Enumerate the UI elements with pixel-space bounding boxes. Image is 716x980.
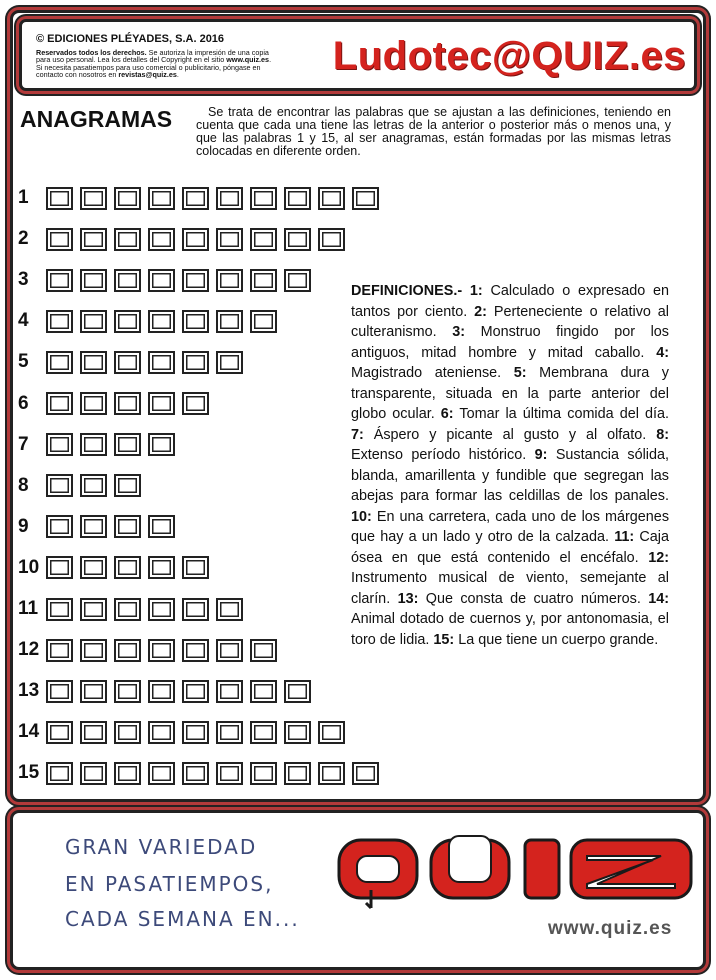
letter-cell[interactable] — [148, 228, 175, 251]
letter-cell[interactable] — [80, 310, 107, 333]
letter-cell[interactable] — [182, 598, 209, 621]
letter-cell[interactable] — [114, 556, 141, 579]
letter-cell[interactable] — [80, 392, 107, 415]
letter-cell[interactable] — [114, 187, 141, 210]
letter-cell[interactable] — [114, 474, 141, 497]
quiz-logo-graphic — [335, 830, 695, 914]
letter-cell[interactable] — [114, 680, 141, 703]
grid-row — [18, 308, 284, 334]
definition-text: Instrumento musical de viento, semejante al clarín. — [351, 570, 669, 607]
definition-text: Magistrado ateniense. — [351, 365, 502, 381]
letter-cell[interactable] — [148, 639, 175, 662]
copyright-notice — [36, 34, 276, 79]
letter-cell[interactable] — [148, 556, 175, 579]
grid-row — [18, 391, 216, 417]
letter-cell[interactable] — [250, 762, 277, 785]
letter-cell[interactable] — [216, 351, 243, 374]
copyright-body-2: . Si necesita pasatiempos para uso comercial o publicitario, póngase en contacto con nosotros en — [36, 55, 272, 80]
letter-cell[interactable] — [46, 721, 73, 744]
letter-cell[interactable] — [80, 228, 107, 251]
grid-row — [18, 226, 352, 252]
letter-cell[interactable] — [148, 515, 175, 538]
definition-text: Monstruo fingido por los antiguos, mitad hombre y mitad caballo. — [351, 324, 669, 361]
definition-number: 7: — [351, 426, 364, 443]
letter-cell[interactable] — [148, 680, 175, 703]
letter-cell[interactable] — [182, 680, 209, 703]
letter-cell[interactable] — [80, 639, 107, 662]
letter-cell[interactable] — [318, 762, 345, 785]
row-number: 14 — [18, 721, 40, 743]
row-number: 10 — [18, 556, 40, 578]
letter-cell[interactable] — [80, 187, 107, 210]
definition-text: Que consta de cuatro números. — [425, 590, 641, 607]
grid-row — [18, 760, 386, 786]
copyright-reserved: Reservados todos los derechos. — [36, 47, 147, 57]
letter-cell[interactable] — [46, 474, 73, 497]
letter-cell[interactable] — [216, 598, 243, 621]
letter-cell[interactable] — [46, 598, 73, 621]
definition-number: 11: — [614, 529, 635, 545]
definition-number: 13: — [397, 590, 419, 607]
letter-cell[interactable] — [46, 310, 73, 333]
definition-number: 1: — [469, 283, 483, 299]
grid-row — [18, 637, 284, 663]
letter-cell[interactable] — [216, 680, 243, 703]
definition-text: Tomar la última comida del día. — [459, 406, 670, 422]
definition-number: 15: — [433, 631, 455, 648]
copyright-text — [36, 49, 276, 79]
row-number: 11 — [18, 598, 39, 619]
grid-row — [18, 678, 318, 704]
row-number: 5 — [18, 351, 29, 373]
letter-cell[interactable] — [46, 269, 73, 292]
copyright-body-1: Se autoriza la impresión de una copia para uso personal. Lea los detalles del Copyright en el sitio — [36, 47, 269, 65]
letter-cell[interactable] — [216, 228, 243, 251]
letter-cell[interactable] — [80, 269, 107, 292]
definition-text: Perteneciente o relativo al culteranismo. — [351, 303, 670, 340]
letter-cell[interactable] — [250, 187, 277, 210]
letter-cell[interactable] — [352, 187, 379, 210]
definition-text: Animal dotado de cuernos y, por antonomasia, el toro de lidia. — [351, 611, 669, 648]
letter-cell[interactable] — [80, 515, 107, 538]
copyright-email-link[interactable]: revistas@quiz.es — [118, 70, 177, 80]
row-number: 8 — [18, 474, 29, 496]
letter-cell[interactable] — [182, 556, 209, 579]
letter-cell[interactable] — [114, 310, 141, 333]
letter-cell[interactable] — [182, 187, 209, 210]
letter-cell[interactable] — [216, 310, 243, 333]
letter-cell[interactable] — [284, 762, 311, 785]
letter-cell[interactable] — [80, 598, 107, 621]
copyright-site-link[interactable]: www.quiz.es — [226, 55, 270, 65]
letter-cell[interactable] — [114, 269, 141, 292]
letter-cell[interactable] — [318, 228, 345, 251]
row-number: 13 — [18, 680, 40, 702]
letter-cell[interactable] — [250, 269, 277, 292]
letter-cell[interactable] — [46, 556, 73, 579]
letter-cell[interactable] — [182, 639, 209, 662]
letter-cell[interactable] — [114, 515, 141, 538]
letter-cell[interactable] — [148, 392, 175, 415]
definition-number: 14: — [648, 590, 670, 607]
letter-cell[interactable] — [284, 680, 311, 703]
letter-cell[interactable] — [352, 762, 379, 785]
grid-row — [18, 349, 250, 375]
definition-number: 10: — [351, 508, 372, 525]
row-number: 6 — [18, 392, 29, 414]
letter-cell[interactable] — [114, 639, 141, 662]
definition-number: 4: — [656, 344, 669, 361]
letter-cell[interactable] — [182, 351, 209, 374]
letter-cell[interactable] — [148, 187, 175, 210]
letter-cell[interactable] — [182, 269, 209, 292]
row-number: 7 — [18, 433, 29, 455]
header-box — [19, 19, 697, 91]
letter-cell[interactable] — [80, 556, 107, 579]
grid-row — [18, 432, 182, 458]
letter-cell[interactable] — [182, 228, 209, 251]
letter-cell[interactable] — [114, 351, 141, 374]
definition-number: 5: — [513, 365, 527, 381]
letter-cell[interactable] — [114, 721, 141, 744]
grid-row — [18, 514, 182, 540]
letter-cell[interactable] — [114, 228, 141, 251]
definition-number: 3: — [452, 324, 465, 340]
definition-number: 8: — [656, 426, 670, 443]
grid-row — [18, 719, 352, 745]
row-number: 4 — [18, 310, 29, 332]
letter-cell[interactable] — [250, 310, 277, 333]
definition-text: La que tiene un cuerpo grande. — [458, 631, 659, 648]
grid-row — [18, 185, 386, 211]
letter-cell[interactable] — [318, 187, 345, 210]
definition-text: Extenso período histórico. — [351, 447, 527, 463]
definitions-heading: DEFINICIONES.- — [351, 283, 463, 299]
definition-text: Membrana dura y transparente, situada en la parte anterior del globo ocular. — [351, 365, 669, 422]
row-number: 1 — [18, 187, 29, 208]
letter-cell[interactable] — [318, 721, 345, 744]
definition-text: Calculado o expresado en tantos por ciento. — [351, 283, 670, 320]
letter-cell[interactable] — [182, 392, 209, 415]
slogan-line-3: CADA SEMANA EN... — [65, 907, 300, 931]
letter-cell[interactable] — [46, 392, 73, 415]
letter-cell[interactable] — [148, 310, 175, 333]
letter-cell[interactable] — [148, 433, 175, 456]
letter-cell[interactable] — [80, 762, 107, 785]
definition-text: Áspero y picante al gusto y al olfato. — [373, 426, 647, 443]
definition-number: 6: — [440, 406, 454, 422]
definition-text: Caja ósea en que está contenido el encéfalo. — [351, 529, 670, 566]
grid-row — [18, 267, 318, 293]
footer-site-link[interactable]: www.quiz.es — [548, 918, 673, 939]
grid-row — [18, 596, 250, 622]
letter-cell[interactable] — [46, 433, 73, 456]
letter-cell[interactable] — [250, 639, 277, 662]
letter-cell[interactable] — [46, 228, 73, 251]
letter-cell[interactable] — [216, 269, 243, 292]
letter-cell[interactable] — [80, 721, 107, 744]
letter-cell[interactable] — [250, 680, 277, 703]
letter-cell[interactable] — [46, 639, 73, 662]
letter-cell[interactable] — [114, 598, 141, 621]
letter-cell[interactable] — [148, 721, 175, 744]
quiz-logo-text: quiz — [335, 830, 337, 831]
letter-cell[interactable] — [182, 762, 209, 785]
row-number: 3 — [18, 269, 29, 291]
letter-cell[interactable] — [80, 474, 107, 497]
letter-cell[interactable] — [182, 721, 209, 744]
definition-text: En una carretera, cada uno de los márgenes que hay a un lado y otro de la calzada. — [351, 508, 670, 545]
copyright-title: © EDICIONES PLÉYADES, S.A. 2016 — [36, 33, 225, 45]
letter-cell[interactable] — [114, 762, 141, 785]
letter-cell[interactable] — [46, 515, 73, 538]
slogan-line-1: GRAN VARIEDAD — [65, 835, 258, 859]
row-number: 12 — [18, 639, 40, 661]
row-number: 15 — [18, 762, 40, 784]
row-number: 2 — [18, 228, 29, 250]
letter-cell[interactable] — [216, 762, 243, 785]
letter-cell[interactable] — [80, 433, 107, 456]
definition-number: 2: — [474, 303, 487, 320]
letter-cell[interactable] — [114, 433, 141, 456]
letter-cell[interactable] — [182, 310, 209, 333]
letter-cell[interactable] — [80, 680, 107, 703]
definition-number: 12: — [648, 549, 670, 566]
letter-cell[interactable] — [114, 392, 141, 415]
letter-cell[interactable] — [46, 762, 73, 785]
letter-cell[interactable] — [284, 228, 311, 251]
letter-cell[interactable] — [284, 721, 311, 744]
definition-number: 9: — [534, 447, 548, 463]
letter-cell[interactable] — [284, 187, 311, 210]
quiz-logo — [335, 830, 695, 919]
letter-cell[interactable] — [80, 351, 107, 374]
letter-cell[interactable] — [284, 269, 311, 292]
copyright-end: . — [176, 70, 179, 80]
letter-cell[interactable] — [46, 351, 73, 374]
grid-row — [18, 555, 216, 581]
slogan-line-2: EN PASATIEMPOS, — [65, 872, 274, 896]
letter-cell[interactable] — [216, 639, 243, 662]
puzzle-title: ANAGRAMAS — [20, 106, 173, 132]
grid-row — [18, 473, 148, 499]
letter-cell[interactable] — [250, 721, 277, 744]
letter-cell[interactable] — [250, 228, 277, 251]
letter-cell[interactable] — [148, 269, 175, 292]
letter-cell[interactable] — [148, 351, 175, 374]
letter-cell[interactable] — [148, 762, 175, 785]
puzzle-intro: Se trata de encontrar las palabras que se ajustan a las definiciones, teniendo en cuenta que cada una tiene las letras de la anterior o posterior más o menos una, y que las palabras 1 y 15, al ser anagramas, están formadas por las mismas letras colocadas en diferente orden. — [196, 105, 671, 158]
letter-cell[interactable] — [46, 680, 73, 703]
row-number: 9 — [18, 515, 29, 537]
brand-title: Ludotec@QUIZ.es — [332, 34, 686, 78]
letter-cell[interactable] — [46, 187, 73, 210]
definition-text: Sustancia sólida, blanda, amarillenta y fundible que segregan las abejas para formar las celdillas de los panales. — [351, 447, 670, 504]
definitions-list — [351, 283, 669, 648]
letter-cell[interactable] — [216, 187, 243, 210]
definitions — [351, 281, 669, 650]
letter-cell[interactable] — [216, 721, 243, 744]
letter-cell[interactable] — [148, 598, 175, 621]
